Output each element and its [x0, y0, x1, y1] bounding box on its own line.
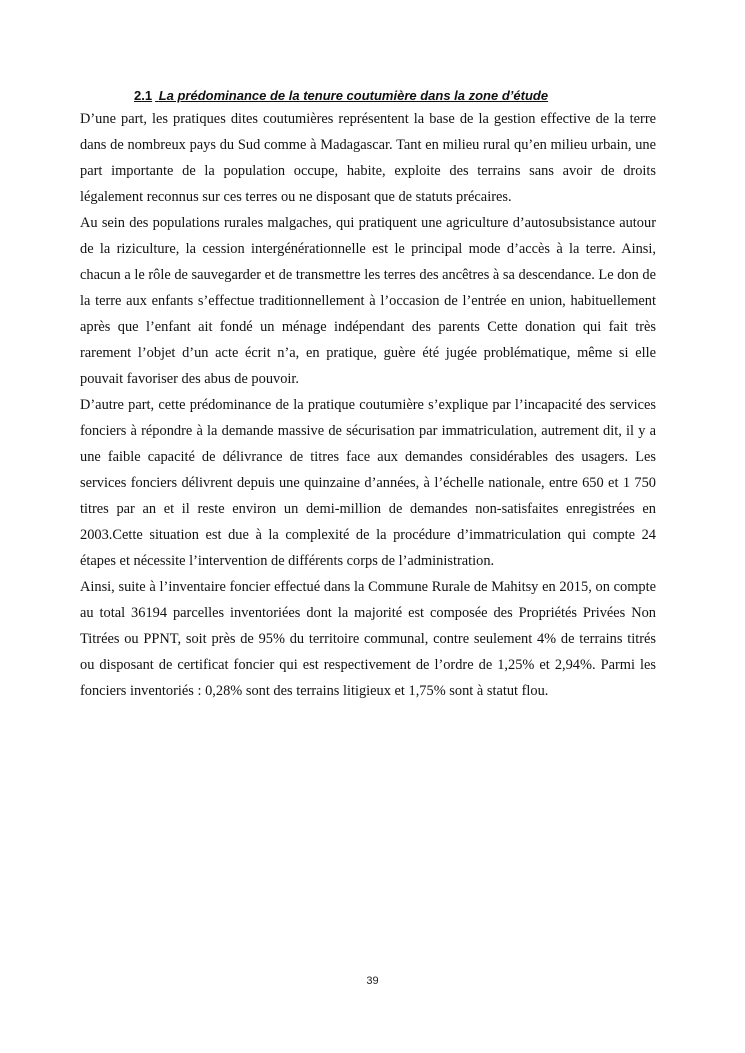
- paragraph-3: D’autre part, cette prédominance de la pratique coutumière s’explique par l’incapacité des services fonciers à répondre à la demande massive de sécurisation par immatriculation, autrement dit, il y a une faible capacité de délivrance de titres face aux demandes considérables des usagers. Les services fonciers délivrent depuis une quinzaine d’années, à l’échelle nationale, entre 650 et 1 750 titres par an et il reste environ un demi-million de demandes non-satisfaites enregistrées en 2003.Cette situation est due à la complexité de la procédure d’immatriculation qui compte 24 étapes et nécessite l’intervention de différents corps de l’administration.: [80, 397, 656, 569]
- paragraph-4: Ainsi, suite à l’inventaire foncier effectué dans la Commune Rurale de Mahitsy en 2015, on compte au total 36194 parcelles inventoriées dont la majorité est composée des Propriétés Privées Non Titrées ou PPNT, soit près de 95% du territoire communal, contre seulement 4% de terrains titrés ou disposant de certificat foncier qui est respectivement de l’ordre de 1,25% et 2,94%. Parmi les fonciers inventoriés : 0,28% sont des terrains litigieux et 1,75% sont à statut flou.: [80, 579, 656, 699]
- section-heading: [134, 86, 656, 106]
- paragraph-1: D’une part, les pratiques dites coutumières représentent la base de la gestion effective de la terre dans de nombreux pays du Sud comme à Madagascar. Tant en milieu rural qu’en milieu urbain, une part importante de la population occupe, habite, exploite des terrains sans avoir de droits légalement reconnus sur ces terres ou ne disposant que de statuts précaires.: [80, 111, 656, 205]
- section-number: 2.1: [134, 88, 153, 103]
- section-title: La prédominance de la tenure coutumière dans la zone d’étude: [158, 88, 549, 103]
- page-number: 39: [366, 975, 379, 987]
- paragraph-2: Au sein des populations rurales malgaches, qui pratiquent une agriculture d’autosubsistance autour de la riziculture, la cession intergénérationnelle est le principal mode d’accès à la terre. Ainsi, chacun a le rôle de sauvegarder et de transmettre les terres des ancêtres à sa descendance. Le don de la terre aux enfants s’effectue traditionnellement à l’occasion de l’entrée en union, habituellement après que l’enfant ait fondé un ménage indépendant des parents Cette donation qui fait très rarement l’objet d’un acte écrit n’a, en pratique, guère été jugée problématique, même si elle pouvait favoriser des abus de pouvoir.: [80, 215, 656, 387]
- page-content: [80, 86, 656, 704]
